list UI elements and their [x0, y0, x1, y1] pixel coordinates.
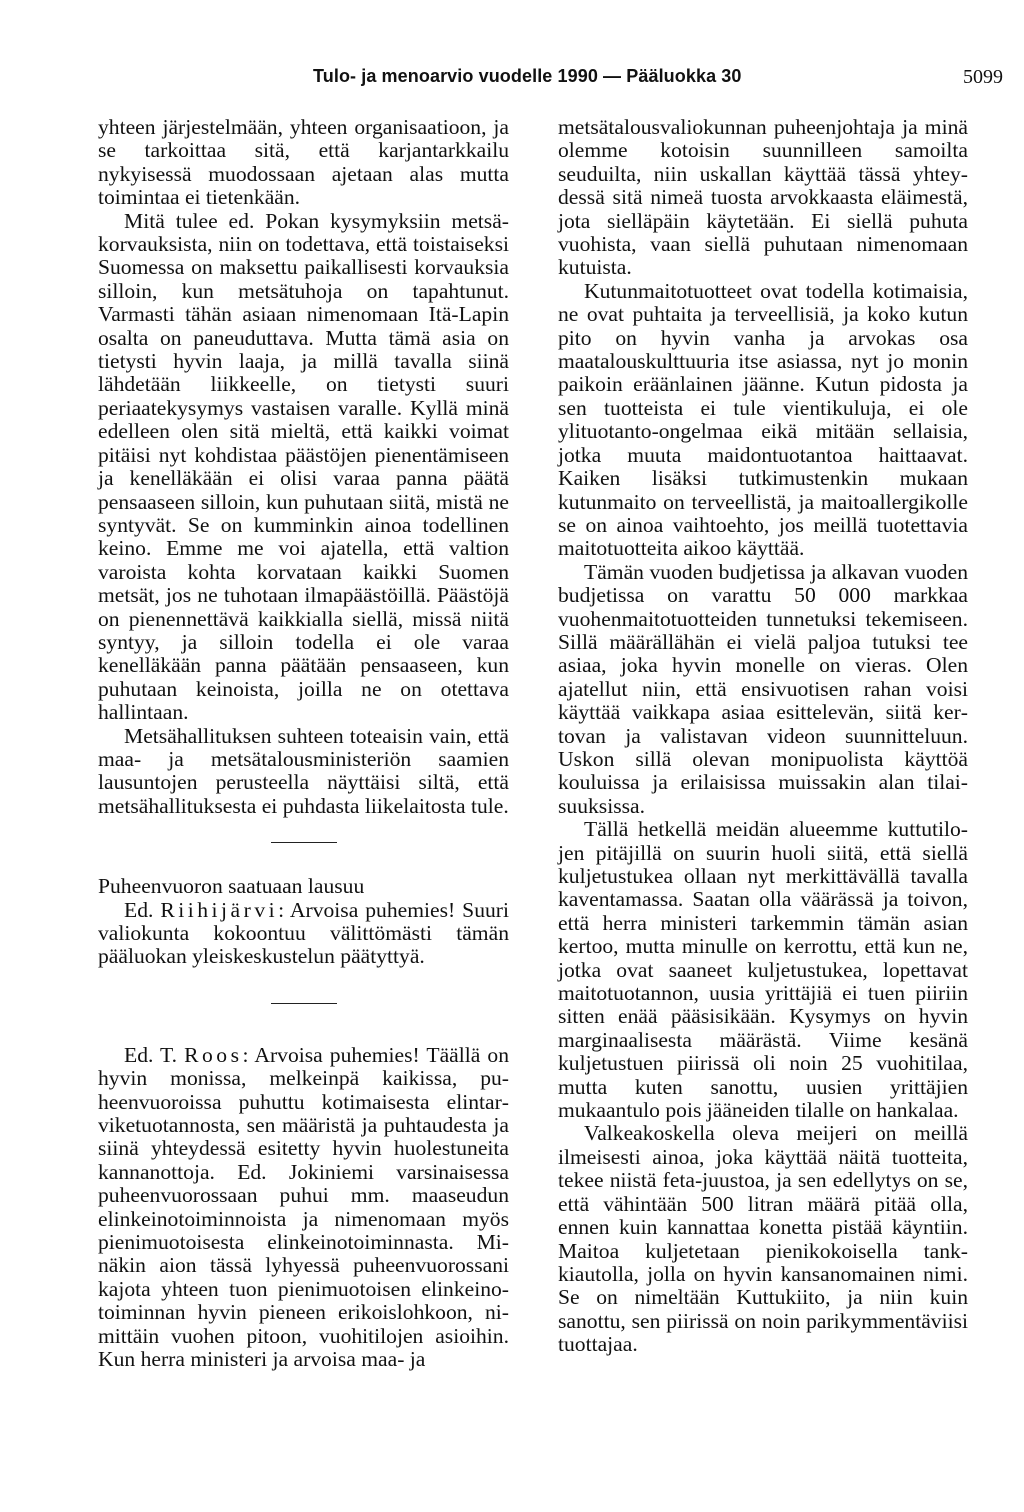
paragraph: Valkeakoskella oleva meijeri on meillä ilmeisesti ainoa, joka käyttää näitä tuotteita, tekee niistä feta-juustoa, ja sen edellytys on se, että vähintään 500 litran määrä pitää olla, ennen kuin kannattaa konetta pistää käyntiin. Maitoa kuljetetaan pienikokoisella tankkiautolla, jolla on hyvin kansanomainen nimi. Se on nimeltään Kuttukiito, ja niin kuin sanottu, sen piirissä on noin parikymmentäviisi tuottajaa.: [558, 1121, 968, 1357]
section-divider: [271, 842, 337, 843]
paragraph: metsätalousvaliokunnan puheenjohtaja ja minä olemme kotoisin suunnilleen samoilta seuduilta, niin uskallan käyttää tässä yhteydessä sitä nimeä tuosta arvokkaasta eläimestä, jota sielläpäin käytetään. Ei siellä puhuta vuohista, vaan siellä puhutaan nimenomaan kutuista.: [558, 115, 968, 280]
speech-text: : Arvoisa puhemies! Suuri valiokunta kokoontuu välittömästi tämän pääluokan yleiskeskustelun päätyttyä.: [98, 897, 509, 969]
paragraph: Metsähallituksen suhteen toteaisin vain, että maa- ja metsätalousministeriön saamien lausuntojen perusteella näyttäisi siltä, että metsähallituksesta ei puhdasta liikelaitosta tule.: [98, 723, 509, 818]
paragraph: Kutunmaitotuotteet ovat todella kotimaisia, ne ovat puhtaita ja terveellisiä, ja koko kutun pito on hyvin vanha ja arvokas osa maatalouskulttuuria itse asiassa, nyt jo monin paikoin eräänlainen jäänne. Kutun pidosta ja sen tuotteista ei tule vientikuluja, ei ole ylituotanto-ongelmaa eikä mitään sellaisia, jotka muuta maidontuotantoa haittaavat. Kaiken lisäksi tutkimustenkin mukaan kutunmaito on terveellistä, ja maitoallergikolle se on ainoa vaihtoehto, jos meillä tuotettavia maitotuotteita aikoo käyttää.: [558, 278, 968, 561]
paragraph: Mitä tulee ed. Pokan kysymyksiin metsäkorvauksista, niin on todettava, että toistaiseksi Suomessa on maksettu paikallisesti korvauksia silloin, kun metsätuhoja on tapahtunut. Varmasti tähän asiaan nimenomaan Itä-Lapin osalta on paneuduttava. Mutta tämä asia on tietysti hyvin laaja, ja millä tavalla siinä lähdetään liikkeelle, on tietysti suuri periaatekysymys vastaisen varalle. Kyllä minä edelleen olen sitä mieltä, että kaikki voimat pitäisi nyt kohdistaa päästöjen pienentämiseen ja kenelläkään ei olisi varaa panna päätä pensaaseen silloin, kun puhutaan siitä, mistä ne syntyvät. Se on kumminkin ainoa todellinen keino. Emme me voi ajatella, että valtion varoista kohta korvataan kaikki Suomen metsät, jos ne tuhotaan ilmapäästöillä. Päästöjä on pienennettävä kaikkialla siellä, missä niitä syntyy, ja silloin todella ei ole varaa kenelläkään panna päätään pensaaseen, kun puhutaan keinoista, joilla ne on otettava hallintaan.: [98, 208, 509, 725]
speaker-name: Riihijärvi: [160, 897, 279, 922]
speaker-prefix: Ed.: [124, 897, 161, 922]
paragraph: yhteen järjestelmään, yhteen organisaatioon, ja se tarkoittaa sitä, että karjantarkkailu nykyisessä muodossaan ajetaan alas mutta toimintaa ei tietenkään.: [98, 115, 509, 210]
paragraph: Tämän vuoden budjetissa ja alkavan vuoden budjetissa on varattu 50 000 markkaa vuohenmaitotuotteiden tunnetuksi tekemiseen. Sillä määrällähän ei vielä paljoa tutuksi tee asiaa, joka hyvin monelle on vieras. Olen ajatellut niin, että ensivuotisen rahan voisi käyttää vaikkapa asiaa esittelevän, siitä kertovan ja valistavan videon suunnitteluun. Uskon sillä olevan monipuolista käyttöä kouluissa ja erilaisissa muissakin alan tilaisuuksissa.: [558, 559, 968, 818]
section-divider: [271, 1003, 337, 1004]
left-column: [98, 116, 509, 1372]
speaker-name: Roos: [184, 1042, 243, 1067]
speaker-prefix: Ed. T.: [124, 1042, 185, 1067]
section-title: Puheenvuoron saatuaan lausuu: [98, 874, 365, 899]
paragraph: Tällä hetkellä meidän alueemme kuttutilojen pitäjillä on suurin huoli siitä, että siellä kuljetustukea ollaan nyt merkittävällä tavalla kaventamassa. Saatan olla väärässä ja toivon, että herra ministeri tarkemmin tämän asian kertoo, mutta minulle on kerrottu, että kun ne, jotka ovat saaneet kuljetustukea, lopettavat maitotuotannon, uusia yrittäjiä ei tuen piiriin sitten enää pääsisikään. Kysymys on hyvin marginaalisesta määrästä. Viime kesänä kuljetustuen piirissä oli noin 25 vuohitilaa, mutta kuten sanottu, uusien yrittäjien mukaantulo pois jääneiden tilalle on hankalaa.: [558, 817, 968, 1123]
page-number: 5099: [963, 66, 1003, 88]
page-header: [0, 62, 1024, 92]
speech-text: : Arvoisa puhemies! Täällä on hyvin monissa, melkeinpä kaikissa, puheenvuoroissa puhuttu kotimaisesta elintarviketuotannosta, sen määristä ja puhtaudesta ja siinä yhteydessä esitetty hyvin huolestuneita kannanottoja. Ed. Jokiniemi varsinaisessa puheenvuorossaan puhui mm. maaseudun elinkeinotoiminnoista ja nimenomaan myös pienimuotoisesta elinkeinotoiminnasta. Minäkin aion tässä lyhyessä puheenvuorossani kajota yhteen tuon pienimuotoisen elinkeinotoiminnan hyvin pieneen erikoislohkoon, nimittäin vuohen pitoon, vuohitilojen asioihin. Kun herra ministeri ja arvoisa maa- ja: [98, 1042, 509, 1372]
right-column: [558, 116, 968, 1357]
speech-riihijarvi: [98, 899, 509, 969]
speech-roos: [98, 1044, 509, 1372]
running-title: Tulo- ja menoarvio vuodelle 1990 — Pääluokka 30: [313, 66, 742, 86]
